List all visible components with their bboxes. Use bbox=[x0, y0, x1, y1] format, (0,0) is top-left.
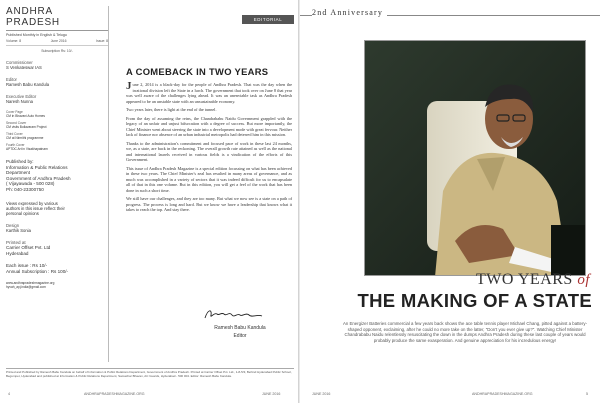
web-block bbox=[6, 281, 108, 289]
editorial-tag: EDITORIAL bbox=[242, 15, 294, 24]
third-cover-label: Third Cover bbox=[6, 132, 23, 136]
chief-minister-photo bbox=[364, 40, 586, 276]
section-title: 2nd Anniversary bbox=[312, 8, 387, 17]
publisher-line-5: ( Vijayawada - 500 028) bbox=[6, 181, 55, 187]
design-block bbox=[6, 223, 108, 233]
photo-illustration bbox=[365, 41, 586, 276]
design-label: Design bbox=[6, 222, 20, 228]
editorial-paragraph: Thanks to the administration's commitment and focused pace of work in these last 24 months, we, as a state, are back in the reckoning. The overall growth rate attained as well as the national and international laurels received in various fields is a vindication of the efforts of this Government. bbox=[126, 140, 292, 162]
website-link[interactable]: www.andhrapradeshmagazine.org bbox=[6, 280, 55, 285]
feature-headline-main: THE MAKING OF A STATE bbox=[357, 290, 592, 311]
feature-intro: An Energizer Batteries commercial a few years back shows the ace table tennis player Michael Chang, pitted against a battery-shaped opponent, exclaiming, after he could no more take on the latter, "Don't you ever give up?". Watching Chief Minister Chandrababu Naidu relentlessly resuscitating the down in the dumps Andhra Pradesh during these last couple of years would probably produce the same exasperation. And genuine appreciation for his incredulous energy! bbox=[342, 321, 588, 343]
third-cover-desc: CM at Nirmithi programme bbox=[6, 136, 44, 140]
masthead-sidebar bbox=[6, 6, 109, 362]
publication-credits: Printed and Published by Ramesh Babu Kandula on behalf of Information & Public Relations Department, Government of Andhra Pradesh. Printed at Carrier Offset Pvt. Ltd., 1-8-5/3, Behind Hyderabad Public School, Begumpet, Hyderabad and published at Information & Public Relations Department, Samachar Bhavan, AC Guards, Hyderabad - 500 004. Editor: Ramesh Babu Kandula. bbox=[6, 368, 294, 379]
editorial-headline: A COMEBACK IN TWO YEARS bbox=[126, 66, 269, 77]
exec-editor-label: Executive Editor bbox=[6, 94, 37, 99]
right-footer-date: JUNE 2016 bbox=[312, 392, 331, 396]
exec-editor-name: Naresh Nunna bbox=[6, 99, 34, 104]
printed-label: Printed at bbox=[6, 239, 26, 245]
views-line-3: personal opinions bbox=[6, 210, 39, 216]
issue-number: Issue: 8 bbox=[96, 39, 108, 43]
printer-block bbox=[6, 240, 108, 257]
publisher-line-1: Published by: bbox=[6, 159, 34, 164]
commissioner-name: S Venkateswar IAS bbox=[6, 65, 42, 70]
fourth-cover-desc: APTDC Art in Visakhapatnam bbox=[6, 147, 48, 151]
commissioner-label: Commissioner bbox=[6, 60, 33, 65]
fourth-cover-label: Fourth Cover bbox=[6, 143, 25, 147]
publisher-line-4: Government of Andhra Pradesh bbox=[6, 175, 71, 181]
editor-label: Editor bbox=[6, 77, 17, 82]
views-line-1: Views expressed by various bbox=[6, 200, 58, 206]
headline-of: of bbox=[577, 272, 590, 288]
commissioner-block bbox=[6, 60, 108, 70]
feature-headline-top bbox=[400, 271, 590, 289]
third-cover-block bbox=[6, 132, 108, 140]
magazine-title: ANDHRA PRADESH bbox=[6, 6, 108, 31]
issue-price: Each issue : Rs 10/- bbox=[6, 263, 48, 269]
editor-name: Ramesh Babu Kandula bbox=[6, 82, 50, 87]
publisher-line-2: Information & Public Relations bbox=[6, 164, 68, 170]
views-line-2: authors in this issue reflect their bbox=[6, 205, 65, 211]
magazine-subtitle: Published Monthly in English & Telugu bbox=[6, 33, 67, 37]
email-link[interactable]: hyvah_apj.india@gmail.com bbox=[6, 284, 46, 289]
editor-signature bbox=[202, 306, 272, 322]
cover-page-label: Cover Page bbox=[6, 110, 23, 114]
issue-date: June 2016 bbox=[50, 39, 67, 43]
price-block bbox=[6, 263, 108, 274]
second-cover-label: Second Cover bbox=[6, 121, 27, 125]
right-page bbox=[300, 0, 600, 403]
design-name: Karthik Sonia bbox=[6, 227, 31, 233]
cover-page-desc: CM in Bhavani Auto Homes bbox=[6, 114, 45, 118]
volume-number: Volume: 8 bbox=[6, 39, 22, 43]
views-disclaimer bbox=[6, 201, 108, 216]
publisher-line-3: Department bbox=[6, 170, 31, 176]
left-page-number: 4 bbox=[8, 392, 10, 396]
editorial-paragraph: From the day of assuming the reins, the Chandrababu Naidu Government grappled with the legacy of an unfair and unjust bifurcation with a degree of success. But more importantly, the Chief Minister went about steering the state into a development mode with great fervour. Neither lack of finance nor absence of an urban industrial metropolis had deterred him in this mission. bbox=[126, 115, 292, 137]
printer-name: Carrier Offset Pvt. Ltd bbox=[6, 245, 51, 251]
cover-page-block bbox=[6, 110, 108, 118]
publisher-block bbox=[6, 159, 108, 193]
editorial-paragraph: June 2, 2014 is a black-day for the people of Andhra Pradesh. That was the day when the irrational division left the State in a lurch. The government that took over on June 8 that year was well aware of the challenges lying ahead. It was an unenviable task as Andhra Pradesh appeared to be an unstable state with an unsustainable economy. bbox=[126, 80, 292, 104]
editorial-paragraph: This issue of Andhra Pradesh Magazine is a special edition focussing on what has been achieved in these two years. The Chief Minister's zeal has resulted in many areas of governance, and as much was accomplished in a variety of sectors that it was indeed difficult for us to encapsulate all of that in this one volume. But in this edition, you will get a feel of the work that has been done in such a short time. bbox=[126, 165, 292, 193]
subscription-note: Subscription Rs: 10/- bbox=[41, 49, 73, 53]
right-page-number: 5 bbox=[586, 392, 588, 396]
signature-name: Ramesh Babu Kandula bbox=[214, 325, 266, 331]
issue-info-row bbox=[6, 39, 108, 46]
editorial-body bbox=[126, 82, 292, 216]
editor-block bbox=[6, 77, 108, 87]
second-cover-block bbox=[6, 121, 108, 129]
publisher-phone: Ph: 040-23300750 bbox=[6, 186, 44, 192]
left-footer-date: JUNE 2016 bbox=[262, 392, 281, 396]
fourth-cover-block bbox=[6, 143, 108, 151]
left-footer-site: ANDHRAPRADESHMAGAZINE.ORG bbox=[84, 392, 145, 396]
right-footer-site: ANDHRAPRADESHMAGAZINE.ORG bbox=[472, 392, 533, 396]
exec-editor-block bbox=[6, 94, 108, 104]
editorial-paragraph: Two years later, there is light at the end of the tunnel. bbox=[126, 107, 217, 112]
printer-city: Hyderabad bbox=[6, 250, 29, 256]
signature-role: Editor bbox=[233, 333, 247, 339]
annual-subscription: Annual Subscription : Rs 100/- bbox=[6, 268, 69, 274]
editorial-paragraph: We still have our challenges, and they are too many. But what we now see is a state on a path of progress. The process is long and hard. But we know we have a leadership that knows what it takes to reach the top. And stay there. bbox=[126, 196, 292, 212]
second-cover-desc: CM visits Bollavaram Project bbox=[6, 125, 47, 129]
headline-two-years: TWO YEARS bbox=[476, 271, 573, 288]
